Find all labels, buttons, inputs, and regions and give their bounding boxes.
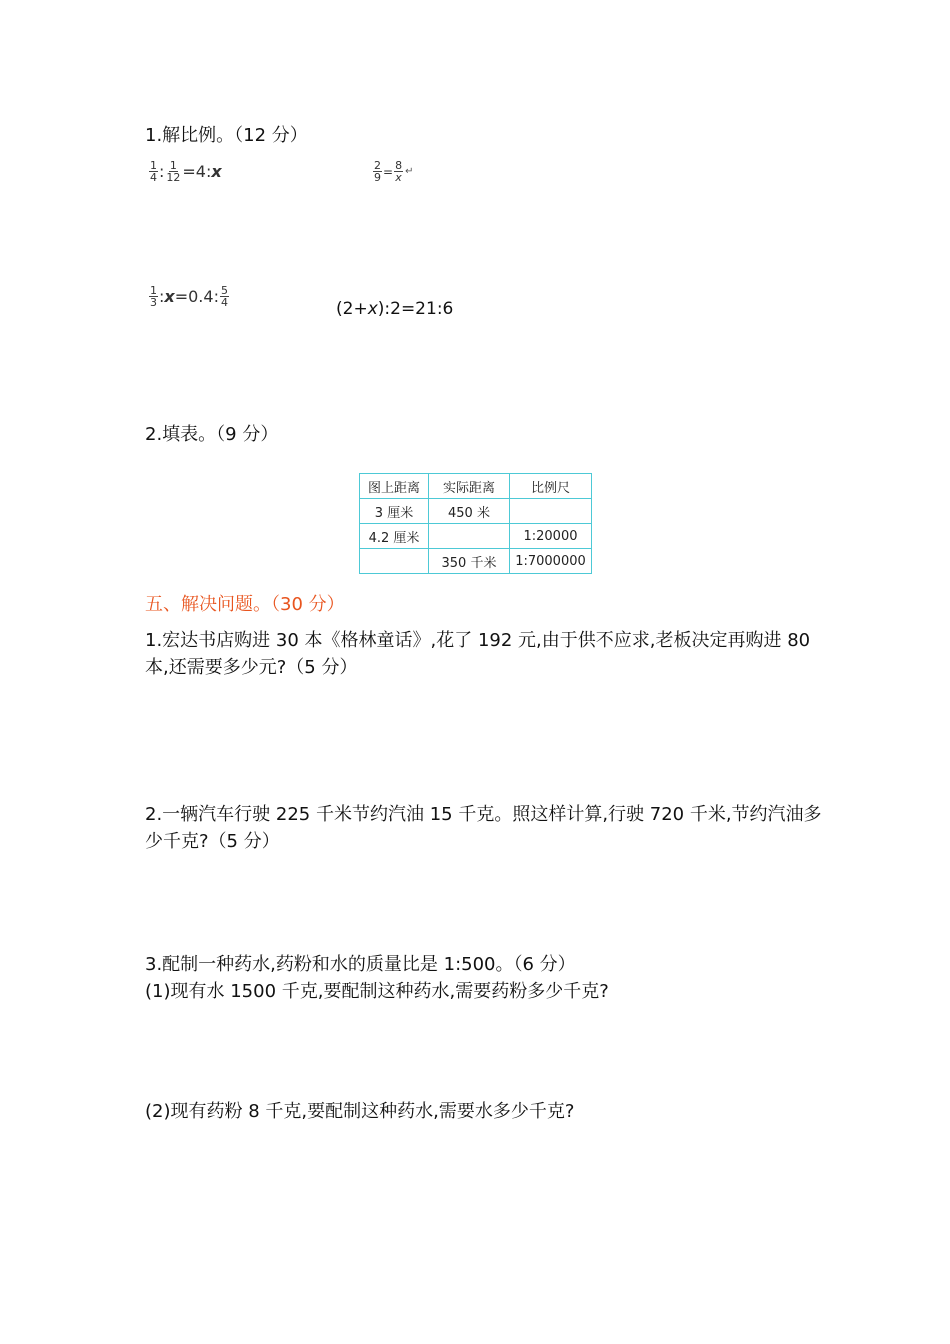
return-mark-icon: ↵ [405,166,414,177]
fraction: $\frac{5}{4}$ [220,284,228,309]
table-row [360,499,592,524]
question-2-title: 2.填表。（9 分） [145,424,279,445]
scale-table [359,473,592,574]
table-cell: 3 厘米 [360,499,429,524]
fraction: $\frac{1}{3}$ [150,284,157,309]
fraction: $\frac{8}{x}$ [395,159,403,184]
problem-3-title: 3.配制一种药水,药粉和水的质量比是 1:500。（6 分） [145,954,576,975]
table-cell [360,549,429,574]
problem-2: 2.一辆汽车行驶 225 千米节约汽油 15 千克。照这样计算,行驶 720 千米,节约汽油多少千克?（5 分） [145,804,822,852]
table-cell: 1:7000000 [510,549,592,574]
fraction: $\frac{1}{12}$ [166,159,181,184]
table-cell: 1:20000 [510,524,592,549]
problem-1: 1.宏达书店购进 30 本《格林童话》,花了 192 元,由于供不应求,老板决定再购进 80 本,还需要多少元?（5 分） [145,630,811,678]
table-row [360,524,592,549]
table-cell: 450 米 [429,499,510,524]
problem-3-part-2: (2)现有药粉 8 千克,要配制这种药水,需要水多少千克? [145,1101,575,1122]
table-header-row [360,474,592,499]
fraction: $\frac{2}{9}$ [374,159,381,184]
equation-3: $\frac{1}{3}$ : x =0.4: $\frac{5}{4}$ [150,284,228,309]
problem-3-part-1: (1)现有水 1500 千克,要配制这种药水,需要药粉多少千克? [145,981,609,1002]
table-cell [429,524,510,549]
section-title: 五、解决问题。（30 分） [145,594,345,615]
fraction: $\frac{1}{4}$ [150,159,157,184]
table-header: 实际距离 [429,474,510,499]
table-cell: 4.2 厘米 [360,524,429,549]
table-cell [510,499,592,524]
equation-4: (2+x):2=21:6 [336,299,454,319]
table-cell: 350 千米 [429,549,510,574]
table-header: 比例尺 [510,474,592,499]
equation-2: $\frac{2}{9}$ = $\frac{8}{x}$ ↵ [374,159,414,184]
question-1-title: 1.解比例。（12 分） [145,125,308,146]
table-row [360,549,592,574]
equation-1: $\frac{1}{4}$ : $\frac{1}{12}$ =4: x [150,159,222,184]
table-header: 图上距离 [360,474,429,499]
